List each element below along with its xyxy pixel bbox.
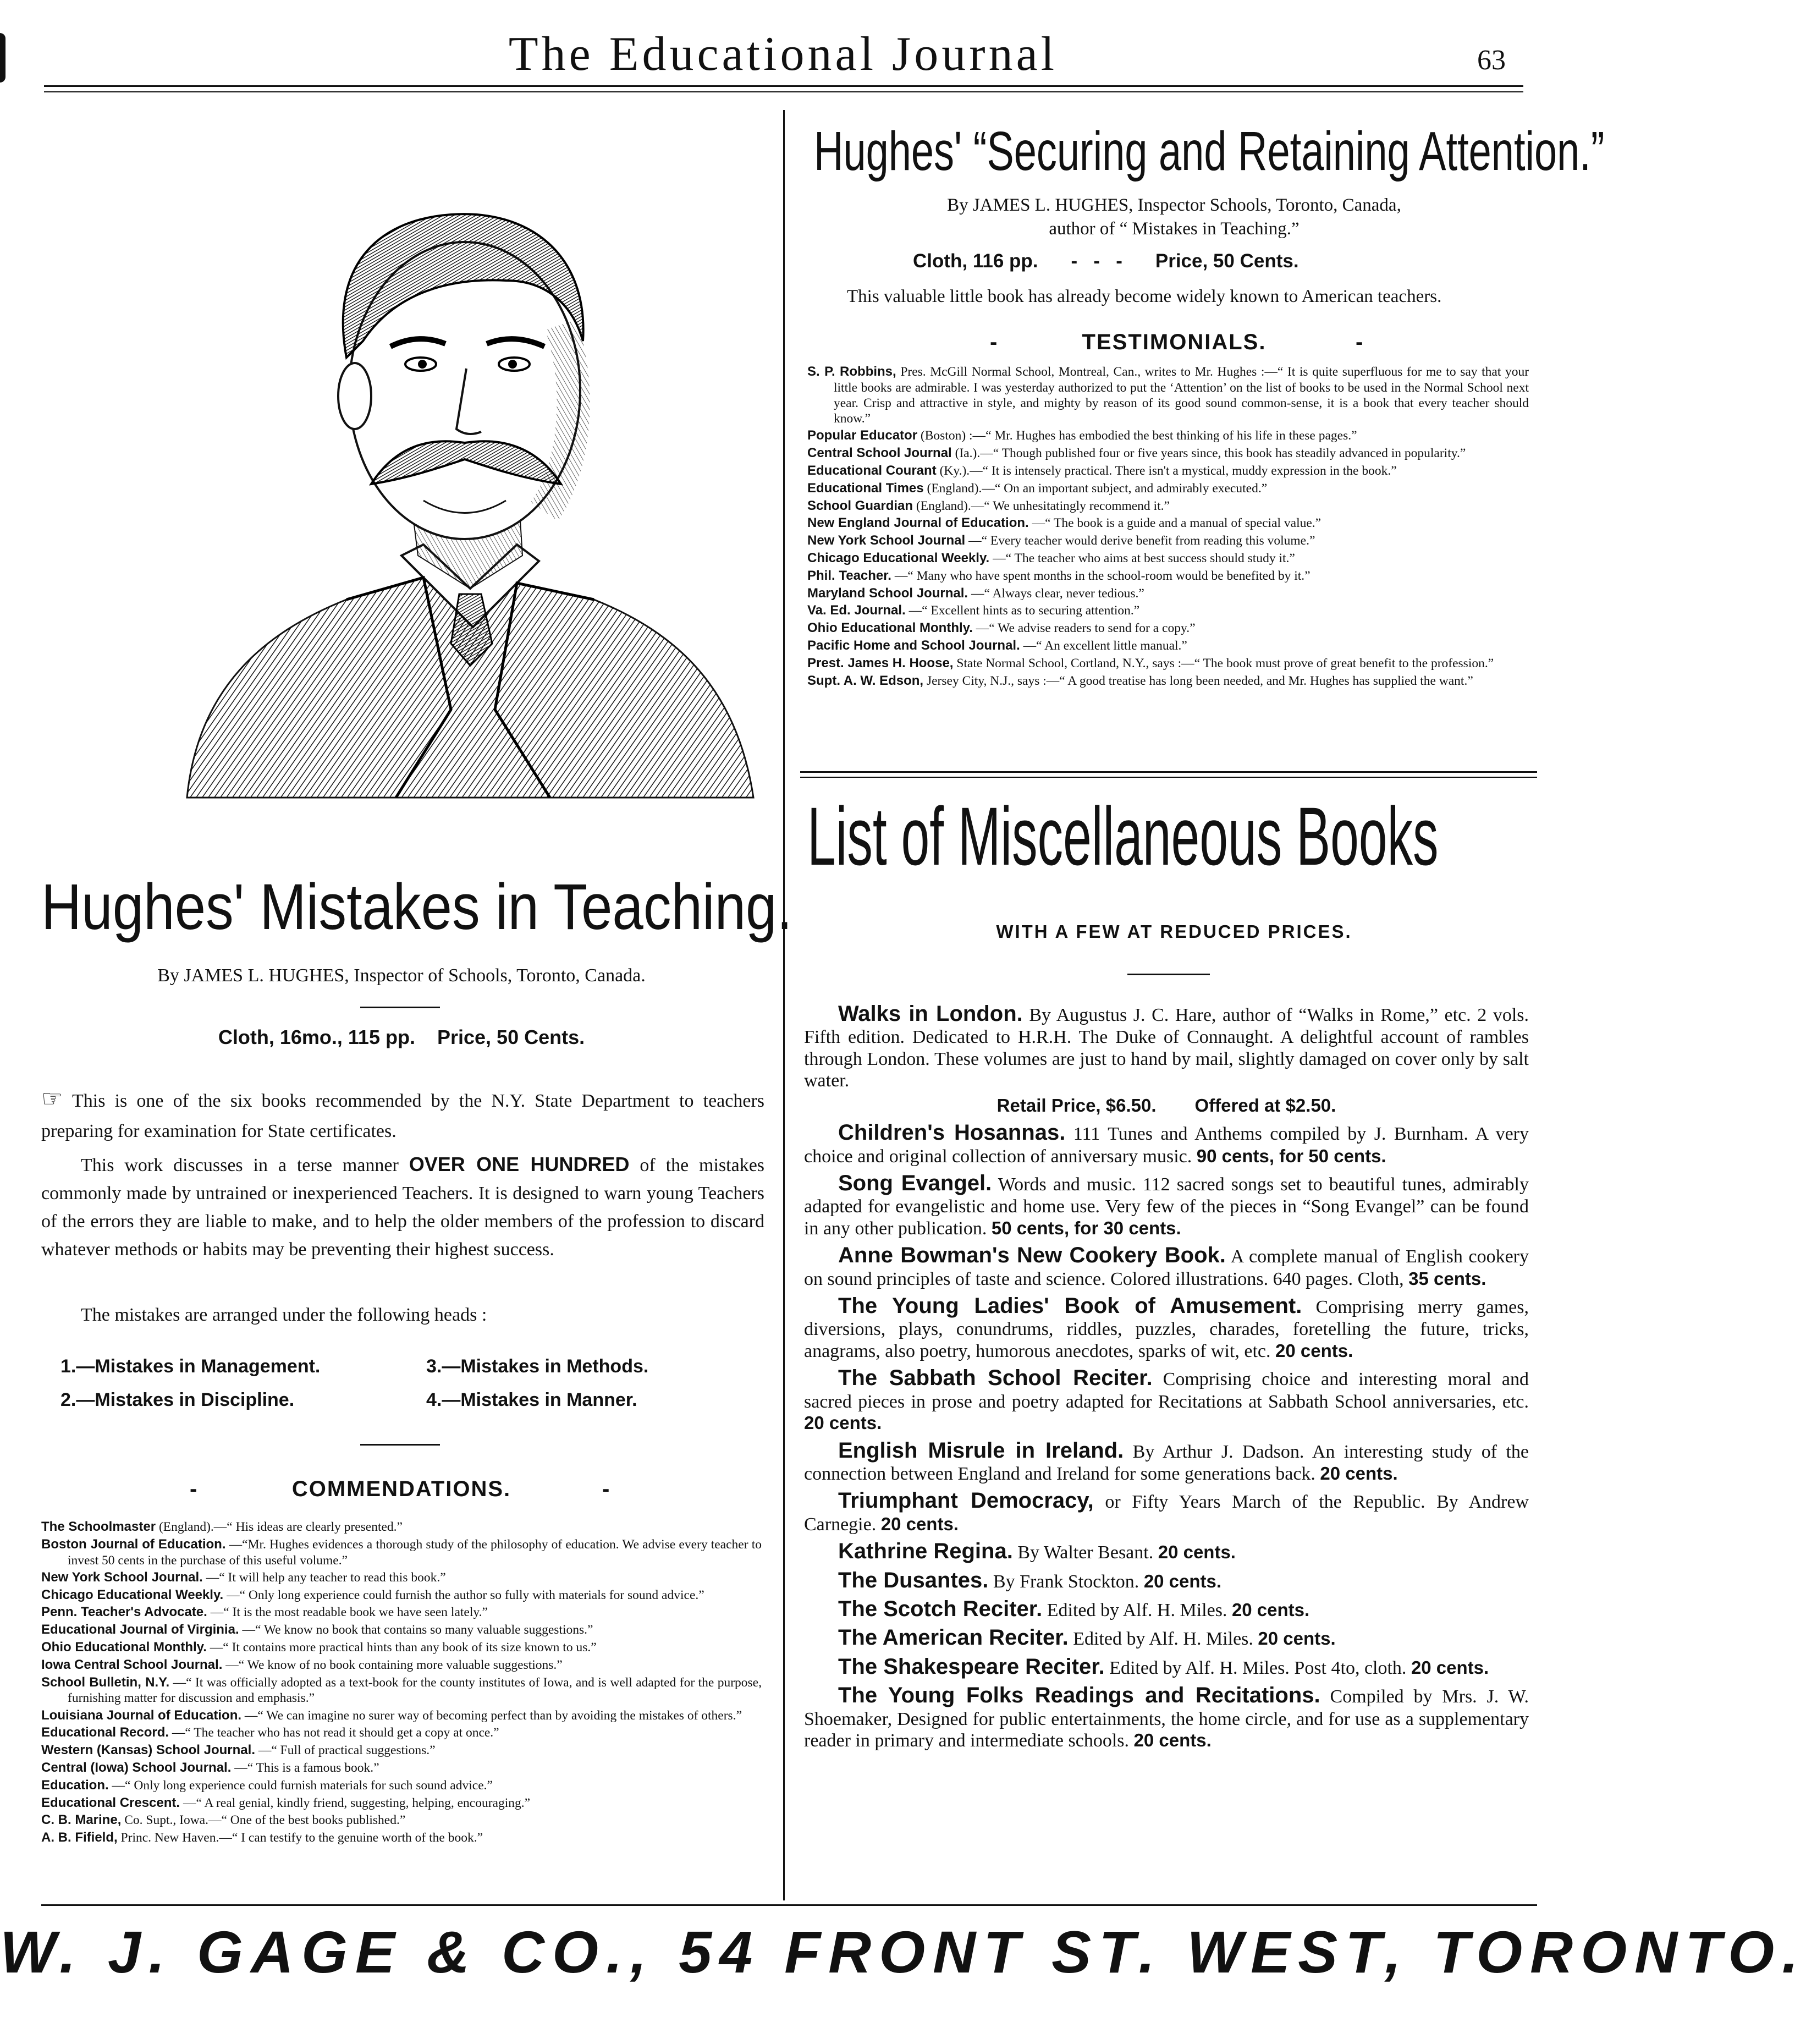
testimonials-heading: TESTIMONIALS. (1082, 330, 1267, 354)
testimonial-item (807, 638, 1529, 654)
testimonial-source: Educational Courant (807, 463, 937, 478)
book-title: Song Evangel. (838, 1171, 992, 1195)
book-price: 20 cents. (1133, 1730, 1212, 1751)
book-description: Edited by Alf. H. Miles. (1047, 1600, 1227, 1621)
testimonial-quote: “ On an important subject, and admirably executed.” (994, 481, 1268, 496)
testimonial-item (807, 533, 1529, 549)
testimonial-quote: “ An excellent little manual.” (1036, 638, 1187, 653)
book-description: or Fifty Years March of the Republic. By Andrew Carnegie. (804, 1492, 1529, 1535)
testimonials-dash-right: - (1356, 330, 1364, 354)
testimonial-quote: “ Always clear, never tedious.” (984, 586, 1144, 601)
mistake-head-3: 3.—Mistakes in Methods. (426, 1356, 649, 1377)
testimonial-source: School Bulletin, N.Y. (41, 1674, 170, 1690)
offered-price: Offered at $2.50. (1194, 1095, 1336, 1116)
book-description: A complete manual of English cookery on sound principles of taste and science. Colored illustrations. 640 pages. Cloth, (804, 1246, 1529, 1289)
pointing-hand-icon: ☞ (41, 1085, 63, 1112)
testimonial-item (41, 1795, 762, 1811)
testimonial-quote: “ It contains more practical hints than any book of its size known to us.” (223, 1640, 597, 1655)
testimonial-quote: “ I can testify to the genuine worth of the book.” (232, 1831, 483, 1845)
testimonial-quote: “ The book must prove of great benefit to the profession.” (1194, 656, 1494, 671)
testimonial-source: A. B. Fifield, (41, 1830, 118, 1845)
left-book-title: Hughes' Mistakes in Teaching. (41, 871, 792, 943)
testimonial-item (807, 481, 1529, 497)
testimonial-item (41, 1587, 762, 1603)
testimonial-item (807, 620, 1529, 636)
book-price: 20 cents. (1411, 1657, 1489, 1678)
right-section-rule-1 (800, 771, 1537, 773)
testimonial-source: Ohio Educational Monthly. (807, 620, 973, 636)
left-byline: By JAMES L. HUGHES, Inspector of Schools, Toronto, Canada. (157, 965, 646, 986)
book-item (804, 1488, 1529, 1535)
testimonial-item (807, 364, 1529, 426)
testimonial-quote: “ It is intensely practical. There isn't a mystical, muddy expression in the book.” (982, 463, 1397, 478)
testimonial-quote: “ We know no book that contains so many valuable suggestions.” (255, 1623, 593, 1638)
testimonial-source: The Schoolmaster (41, 1519, 156, 1534)
testimonial-quote: “ Full of practical suggestions.” (271, 1743, 436, 1758)
testimonial-note: — (968, 534, 982, 548)
testimonial-note: — (173, 1675, 186, 1690)
book-title: The American Reciter. (838, 1625, 1069, 1650)
book-description: Edited by Alf. H. Miles. Post 4to, cloth. (1109, 1657, 1407, 1678)
book-description: By Arthur J. Dadson. An interesting study of the connection between England and Ireland for some generations back. (804, 1441, 1529, 1484)
testimonial-item (807, 551, 1529, 567)
testimonial-source: Phil. Teacher. (807, 568, 891, 583)
book-title: The Scotch Reciter. (838, 1597, 1043, 1622)
book-price: 20 cents. (804, 1413, 882, 1433)
testimonial-source: Chicago Educational Weekly. (807, 550, 990, 565)
testimonial-source: Western (Kansas) School Journal. (41, 1743, 255, 1758)
book-title: Triumphant Democracy, (838, 1488, 1094, 1513)
book-description: Comprising choice and interesting moral and sacred pieces in prose and poetry adapted for Recitations at Sabbath School anniversaries, etc. (804, 1369, 1529, 1412)
commendations-dash-left: - (190, 1477, 199, 1501)
testimonial-note: — (993, 551, 1006, 565)
right-cloth-price-line (913, 250, 1463, 272)
column-divider (783, 110, 785, 1900)
testimonial-item (41, 1605, 762, 1620)
testimonial-note: State Normal School, Cortland, N.Y., says :— (956, 656, 1194, 671)
book-price: 20 cents. (1158, 1542, 1236, 1563)
testimonial-source: Educational Record. (41, 1725, 169, 1740)
testimonial-note: (England).— (916, 498, 984, 513)
book-description: By Frank Stockton. (993, 1571, 1139, 1592)
testimonial-note: (Ky.).— (939, 463, 983, 478)
right-byline-1: By JAMES L. HUGHES, Inspector Schools, Toronto, Canada, (947, 195, 1401, 215)
portrait-engraving (165, 160, 770, 798)
testimonial-item (41, 1640, 762, 1656)
testimonial-source: Educational Journal of Virginia. (41, 1622, 239, 1638)
left-body-rest: of the mistakes commonly made by untrained or inexperienced Teachers. It is designed to warn young Teachers of the errors they are liable to make, and to help the older members of the profession to discard whatever methods or habits may be preventing their highest success. (41, 1155, 765, 1260)
testimonial-quote: “ Mr. Hughes has embodied the best thinking of his life in these pages.” (985, 428, 1357, 443)
testimonial-note: — (244, 1708, 258, 1723)
testimonial-quote: “ The book is a guide and a manual of special value.” (1045, 516, 1322, 531)
testimonial-note: — (1023, 638, 1037, 653)
book-title: Anne Bowman's New Cookery Book. (838, 1243, 1226, 1268)
testimonial-quote: “ The teacher who has not read it should get a copy at once.” (185, 1726, 499, 1740)
testimonials-dash-left: - (990, 330, 999, 354)
testimonial-source: Chicago Educational Weekly. (41, 1587, 224, 1602)
testimonial-quote: “ We know of no book containing more valuable suggestions.” (238, 1657, 563, 1672)
testimonial-note: — (976, 621, 989, 636)
testimonial-quote: “ It will help any teacher to read this book.” (219, 1570, 446, 1585)
testimonial-source: Central School Journal (807, 446, 952, 461)
book-title: Kathrine Regina. (838, 1539, 1013, 1564)
mistake-head-2: 2.—Mistakes in Discipline. (60, 1389, 295, 1410)
right-price-label: Price, 50 Cents. (1155, 250, 1299, 272)
testimonial-item (807, 463, 1529, 479)
testimonial-source: Educational Crescent. (41, 1795, 180, 1810)
testimonial-quote: “ Only long experience could furnish the author so fully with materials for sound advice.” (239, 1587, 704, 1602)
testimonial-item (41, 1570, 762, 1586)
testimonial-note: — (112, 1778, 125, 1793)
testimonial-source: Central (Iowa) School Journal. (41, 1760, 232, 1775)
book-title: English Misrule in Ireland. (838, 1438, 1124, 1463)
testimonial-source: New England Journal of Education. (807, 515, 1029, 531)
testimonial-quote: “ Excellent hints as to securing attention.” (922, 603, 1140, 618)
testimonial-note: — (242, 1623, 255, 1638)
commendations-dash-right: - (602, 1477, 611, 1501)
right-book-title: Hughes' “Securing and Retaining Attention.” (814, 120, 1605, 182)
book-item (804, 1438, 1529, 1485)
book-description: Comprising merry games, diversions, plays, conundrums, riddles, puzzles, charades, foretelling the future, tricks, anagrams, also poetry, humorous anecdotes, sparks of wit, etc. (804, 1297, 1529, 1361)
testimonials-heading-row (800, 330, 1548, 355)
left-intro-paragraph (41, 1081, 764, 1145)
testimonial-source: Penn. Teacher's Advocate. (41, 1605, 207, 1620)
testimonial-item (807, 568, 1529, 584)
testimonial-item (41, 1743, 762, 1759)
book-price: 20 cents. (880, 1513, 959, 1534)
publisher-banner: W. J. GAGE & CO., 54 FRONT ST. WEST, TORONTO. (0, 1919, 1806, 1985)
footer-rule (41, 1904, 1537, 1906)
testimonial-note: — (234, 1760, 247, 1775)
testimonial-note: — (210, 1640, 223, 1655)
testimonial-quote: “ A real genial, kindly friend, suggesting, helping, encouraging.” (196, 1795, 531, 1810)
retail-price: Retail Price, $6.50. (996, 1095, 1157, 1116)
right-intro: This valuable little book has already become widely known to American teachers. (847, 287, 1442, 306)
testimonials-list (807, 364, 1529, 690)
testimonial-item (807, 586, 1529, 602)
right-cloth-label: Cloth, 116 pp. (913, 250, 1038, 272)
book-title: The Dusantes. (838, 1568, 989, 1592)
testimonial-quote: “ It is the most readable book we have seen lately.” (223, 1605, 488, 1620)
book-item (804, 1539, 1529, 1564)
testimonial-note: — (894, 568, 908, 583)
testimonial-note: — (210, 1605, 224, 1620)
testimonial-quote: “ Though published four or five years since, this book has steadily advanced in popularity.” (993, 446, 1466, 461)
testimonial-source: Va. Ed. Journal. (807, 603, 906, 618)
testimonial-source: School Guardian (807, 498, 913, 513)
left-short-rule-1 (360, 1007, 440, 1008)
header-rule-bottom (44, 91, 1523, 92)
testimonial-source: S. P. Robbins, (807, 364, 896, 379)
testimonial-quote: “ We advise readers to send for a copy.” (989, 621, 1196, 636)
testimonial-quote: “ The teacher who aims at best success should study it.” (1005, 551, 1295, 565)
testimonial-note: Co. Supt., Iowa.— (124, 1813, 222, 1828)
testimonial-quote: “ We unhesitatingly recommend it.” (984, 498, 1170, 513)
testimonial-item (41, 1778, 762, 1794)
book-description: By Augustus J. C. Hare, author of “Walks in Rome,” etc. 2 vols. Fifth edition. Dedicated to H.R.H. The Duke of Connaught. A delightful account of rambles through London. These volumes are just to hand by mail, slightly damaged on cover only by salt water. (804, 1005, 1529, 1091)
testimonial-quote: “ It is quite superfluous for me to say that your little books are admirable. I was yesterday authorized to put the ‘Attention’ on the list of books to be used in the Normal School next year. Crisp and attractive in style, and mighty by reason of its good sound common-sense, it is a book that every teacher should know.” (834, 365, 1529, 426)
testimonial-source: Educational Times (807, 480, 924, 496)
testimonial-source: Popular Educator (807, 428, 918, 443)
left-body-paragraph (41, 1150, 764, 1263)
testimonial-item (807, 515, 1529, 531)
book-description: 111 Tunes and Anthems compiled by J. Burnham. A very choice and original collection of anniversary music. (804, 1124, 1529, 1167)
book-item (804, 1568, 1529, 1593)
book-description: Words and music. 112 sacred songs set to beautiful tunes, admirably adapted for evangelistic and home use. Very few of the pieces in “Song Evangel” can be found in any other publication. (804, 1174, 1529, 1239)
book-title: The Shakespeare Reciter. (838, 1654, 1105, 1679)
testimonial-note: — (172, 1726, 185, 1740)
left-cloth-price-line (41, 1026, 762, 1049)
left-body-lead: This work discusses in a terse manner (81, 1155, 399, 1175)
mistake-head-4: 4.—Mistakes in Manner. (426, 1389, 637, 1410)
book-price: 20 cents. (1320, 1463, 1398, 1483)
testimonial-source: Education. (41, 1777, 109, 1793)
testimonial-note: — (183, 1795, 196, 1810)
journal-title: The Educational Journal (508, 28, 1058, 81)
right-cloth-dashes: - - - (1071, 250, 1122, 272)
testimonial-note: (England).— (927, 481, 995, 496)
left-cloth-label: Cloth, 16mo., 115 pp. (218, 1026, 415, 1048)
testimonial-source: Louisiana Journal of Education. (41, 1707, 242, 1723)
commendations-list (41, 1519, 762, 1848)
commendations-heading-row (41, 1477, 762, 1502)
book-item (804, 1596, 1529, 1622)
book-price: 50 cents, for 30 cents. (991, 1217, 1181, 1238)
testimonial-source: Maryland School Journal. (807, 585, 968, 601)
testimonial-item (41, 1830, 762, 1846)
book-description: Compiled by Mrs. J. W. Shoemaker, Designed for public entertainments, the home circle, and for use as a supplementary reader in primary and intermediate schools. (804, 1686, 1529, 1751)
book-item (804, 1243, 1529, 1290)
book-price: 20 cents. (1143, 1570, 1222, 1591)
testimonial-source: Pacific Home and School Journal. (807, 638, 1020, 653)
testimonial-source: New York School Journal (807, 533, 966, 548)
testimonial-item (807, 656, 1529, 672)
testimonial-item (41, 1812, 762, 1828)
commendations-heading: COMMENDATIONS. (291, 1477, 511, 1501)
book-item (804, 1625, 1529, 1650)
testimonial-item (41, 1537, 762, 1568)
left-body-bold: OVER ONE HUNDRED (409, 1153, 630, 1175)
testimonial-source: C. B. Marine, (41, 1812, 122, 1828)
book-item (804, 1171, 1529, 1239)
left-short-rule-2 (360, 1444, 440, 1446)
testimonial-quote: “ One of the best books published.” (221, 1813, 406, 1828)
testimonial-item (41, 1760, 762, 1776)
testimonial-item (807, 603, 1529, 619)
testimonial-note: Pres. McGill Normal School, Montreal, Can., writes to Mr. Hughes :— (900, 365, 1278, 379)
book-price: 35 cents. (1408, 1268, 1486, 1289)
book-item (804, 1001, 1529, 1092)
left-price-label: Price, 50 Cents. (437, 1026, 585, 1048)
book-item (804, 1654, 1529, 1679)
testimonial-source: Boston Journal of Education. (41, 1536, 226, 1552)
header-rule-top (44, 85, 1523, 87)
testimonial-quote: “ This is a famous book.” (247, 1760, 379, 1775)
heads-intro: The mistakes are arranged under the following heads : (81, 1305, 487, 1325)
testimonial-note: — (227, 1587, 240, 1602)
book-item (804, 1293, 1529, 1362)
testimonial-note: — (229, 1537, 243, 1552)
testimonial-note: (Ia.).— (955, 446, 993, 461)
testimonial-note: (Boston) :— (920, 428, 986, 443)
testimonial-item (807, 428, 1529, 444)
testimonial-note: — (225, 1657, 239, 1672)
testimonial-item (41, 1519, 762, 1535)
testimonial-item (807, 673, 1529, 689)
mistake-heads-grid (60, 1356, 748, 1411)
testimonial-quote: “ Many who have spent months in the school-room would be benefited by it.” (907, 568, 1311, 583)
testimonial-item (807, 446, 1529, 461)
testimonial-note: — (258, 1743, 272, 1758)
testimonial-item (41, 1657, 762, 1673)
testimonial-note: — (206, 1570, 219, 1585)
testimonial-note: (England).— (158, 1520, 227, 1534)
testimonial-item (807, 498, 1529, 514)
right-section-rule-2 (800, 777, 1537, 778)
testimonial-quote: “Mr. Hughes evidences a thorough study of the philosophy of education. We advise every teacher to invest 50 cents in the purchase of this useful volume.” (68, 1537, 762, 1568)
book-description: Edited by Alf. H. Miles. (1073, 1629, 1253, 1650)
testimonial-item (41, 1622, 762, 1638)
book-item (804, 1683, 1529, 1751)
testimonial-quote: “ It was officially adopted as a text-book for the county institutes of Iowa, and is well adapted for the purpose, furnishing matter for discussion and emphasis.” (68, 1675, 762, 1706)
misc-books-title: List of Miscellaneous Books (807, 790, 1439, 882)
testimonial-source: Ohio Educational Monthly. (41, 1639, 207, 1655)
testimonial-note: — (908, 603, 922, 618)
book-price: 90 cents, for 50 cents. (1196, 1145, 1386, 1166)
book-title: Walks in London. (838, 1002, 1023, 1026)
testimonial-quote: “ Only long experience could furnish materials for such sound advice.” (125, 1778, 493, 1793)
book-title: The Sabbath School Reciter. (838, 1366, 1153, 1391)
right-byline-2: author of “ Mistakes in Teaching.” (1049, 219, 1300, 239)
walks-in-london-prices (804, 1095, 1529, 1117)
testimonial-note: Princ. New Haven.— (120, 1831, 232, 1845)
book-price: 20 cents. (1275, 1340, 1353, 1361)
testimonial-quote: “ A good treatise has long been needed, and Mr. Hughes has supplied the want.” (1059, 673, 1473, 688)
book-title: The Young Ladies' Book of Amusement. (838, 1294, 1302, 1318)
left-intro-text: This is one of the six books recommended by the N.Y. State Department to teachers preparing for examination for State certificates. (41, 1091, 764, 1141)
book-item (804, 1365, 1529, 1434)
book-item (804, 1120, 1529, 1167)
book-title: Children's Hosannas. (838, 1120, 1066, 1145)
testimonial-item (41, 1675, 762, 1706)
testimonial-source: New York School Journal. (41, 1569, 203, 1585)
testimonial-source: Supt. A. W. Edson, (807, 673, 924, 688)
book-description: By Walter Besant. (1017, 1542, 1154, 1563)
mistake-head-1: 1.—Mistakes in Management. (60, 1356, 321, 1377)
testimonial-quote: “ We can imagine no surer way of becoming perfect than by avoiding the mistakes of others.” (257, 1708, 742, 1723)
misc-books-subtitle: WITH A FEW AT REDUCED PRICES. (996, 921, 1352, 942)
book-title: The Young Folks Readings and Recitations. (838, 1683, 1320, 1708)
testimonial-note: Jersey City, N.J., says :— (926, 673, 1060, 688)
book-price: 20 cents. (1231, 1600, 1310, 1620)
right-short-rule (1127, 974, 1210, 975)
testimonial-source: Iowa Central School Journal. (41, 1657, 223, 1672)
page-number: 63 (1477, 45, 1506, 76)
book-price: 20 cents. (1258, 1628, 1336, 1649)
testimonial-source: Prest. James H. Hoose, (807, 655, 954, 671)
testimonial-note: — (971, 586, 984, 601)
testimonial-item (41, 1708, 762, 1724)
testimonial-note: — (1032, 516, 1045, 531)
testimonial-item (41, 1725, 762, 1741)
testimonial-quote: “ His ideas are clearly presented.” (227, 1520, 403, 1534)
testimonial-quote: “ Every teacher would derive benefit from reading this volume.” (981, 534, 1315, 548)
books-list (804, 1001, 1529, 1755)
